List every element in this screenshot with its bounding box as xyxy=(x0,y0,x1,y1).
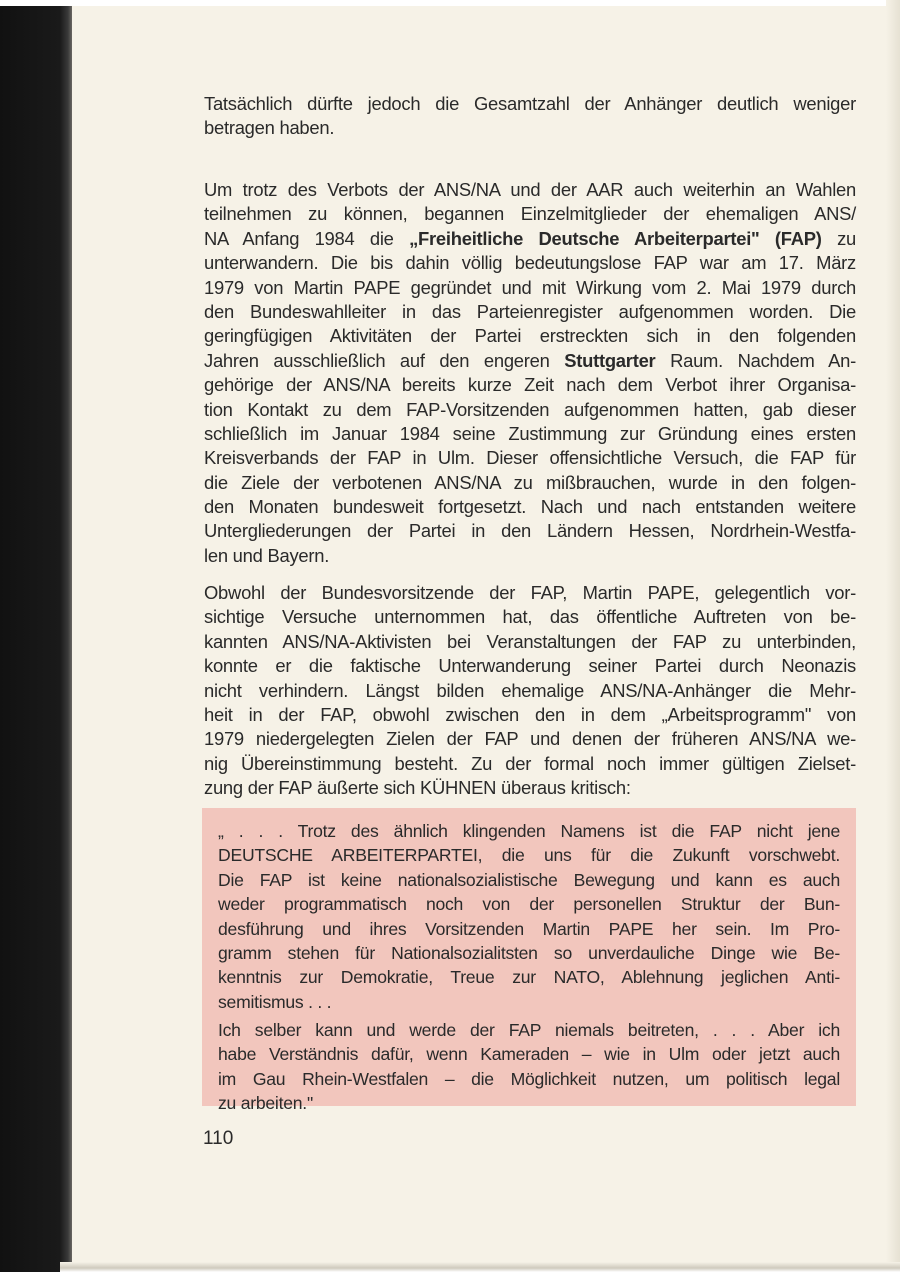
paragraph-intro xyxy=(204,92,856,141)
text-line: konnte er die faktische Unterwanderung seiner Partei durch Neonazis xyxy=(204,655,856,677)
text-line: „ . . . Trotz des ähnlich klingenden Namens ist die FAP nicht jene xyxy=(218,821,840,841)
page-right-edge xyxy=(886,0,900,1272)
text-segment: zu xyxy=(821,227,856,249)
text-line: Tatsächlich dürfte jedoch die Gesamtzahl der Anhänger deutlich weniger xyxy=(204,93,856,114)
text-line: zu arbeiten." xyxy=(218,1093,313,1114)
text-line: tion Kontakt zu dem FAP-Vorsitzenden aufgenommen hatten, gab dieser xyxy=(204,398,856,420)
text-line: Die FAP ist keine nationalsozialistische Bewegung und kann es auch xyxy=(218,869,840,890)
text-line: geringfügigen Aktivitäten der Partei erstreckten sich in den folgenden xyxy=(204,325,856,347)
text-line: len und Bayern. xyxy=(204,544,330,566)
text-segment: Jahren ausschließlich auf den engeren xyxy=(204,349,565,371)
text-segment: NA Anfang 1984 die xyxy=(204,227,410,249)
text-line: teilnehmen zu können, begannen Einzelmitglieder der ehemaligen ANS/ xyxy=(204,203,856,225)
scan-top-edge xyxy=(0,0,900,6)
text-line: schließlich im Januar 1984 seine Zustimmung zur Gründung eines ersten xyxy=(204,422,856,444)
text-line: gehörige der ANS/NA bereits kurze Zeit nach dem Verbot ihrer Organisa- xyxy=(204,374,856,396)
text-line: gramm stehen für Nationalsozialitsten so unverdauliche Dinge wie Be- xyxy=(218,942,840,963)
text-line: unterwandern. Die bis dahin völlig bedeutungslose FAP war am 17. März xyxy=(204,252,856,274)
text-line: weder programmatisch noch von der personellen Struktur der Bun- xyxy=(218,894,840,915)
text-line: semitismus . . . xyxy=(218,991,332,1012)
text-line: Ich selber kann und werde der FAP niemals beitreten, . . . Aber ich xyxy=(218,1020,840,1040)
text-line: Um trotz des Verbots der ANS/NA und der AAR auch weiterhin an Wahlen xyxy=(204,179,856,200)
text-line: desführung und ihres Vorsitzenden Martin PAPE her sein. Im Pro- xyxy=(218,918,840,939)
text-line: die Ziele der verbotenen ANS/NA zu mißbrauchen, wurde in den folgen- xyxy=(204,471,856,493)
text-line: habe Verständnis dafür, wenn Kameraden – wie in Ulm oder jetzt auch xyxy=(218,1044,840,1065)
text-line: heit in der FAP, obwohl zwischen den in dem „Arbeitsprogramm" von xyxy=(204,703,856,725)
text-line: nig Übereinstimmung besteht. Zu der formal noch immer gültigen Zielset- xyxy=(204,752,856,774)
text-line: den Monaten bundesweit fortgesetzt. Nach und nach entstanden weitere xyxy=(204,496,856,518)
page-bottom-edge xyxy=(60,1262,900,1272)
text-line: den Bundeswahlleiter in das Parteienregister aufgenommen worden. Die xyxy=(204,300,856,322)
text-line: Obwohl der Bundesvorsitzende der FAP, Martin PAPE, gelegentlich vor- xyxy=(204,582,856,603)
paragraph-fap-history xyxy=(204,178,856,568)
text-line: nicht verhindern. Längst bilden ehemalige ANS/NA-Anhänger die Mehr- xyxy=(204,679,856,701)
text-line: 1979 von Martin PAPE gegründet und mit Wirkung vom 2. Mai 1979 durch xyxy=(204,276,856,298)
quote-box-kuehnen xyxy=(202,808,856,1114)
text-line xyxy=(204,349,856,373)
text-line: kenntnis zur Demokratie, Treue zur NATO, Ablehnung jeglichen Anti- xyxy=(218,967,840,988)
bold-text: Stuttgarter xyxy=(564,349,656,371)
quote-paragraph-2 xyxy=(218,1018,840,1116)
text-line: 1979 niedergelegten Zielen der FAP und denen der früheren ANS/NA we- xyxy=(204,728,856,750)
quote-paragraph-1 xyxy=(218,819,840,1014)
text-line: Untergliederungen der Partei in den Ländern Hessen, Nordrhein-Westfa- xyxy=(204,520,856,542)
page-number: 110 xyxy=(203,1128,234,1149)
text-line: kannten ANS/NA-Aktivisten bei Veranstaltungen der FAP zu unterbinden, xyxy=(204,630,856,652)
text-line: DEUTSCHE ARBEITERPARTEI, die uns für die Zukunft vorschwebt. xyxy=(218,845,840,866)
bold-text: „Freiheitliche Deutsche Arbeiterpartei" (FAP) xyxy=(409,227,822,249)
book-binding-shadow xyxy=(0,0,72,1272)
text-line: im Gau Rhein-Westfalen – die Möglichkeit nutzen, um politisch legal xyxy=(218,1068,840,1089)
text-line xyxy=(204,227,856,251)
text-segment: Raum. Nachdem An- xyxy=(655,349,856,371)
paragraph-fap-infiltration xyxy=(204,581,856,801)
text-line: betragen haben. xyxy=(204,117,335,139)
text-line: sichtige Versuche unternommen hat, das öffentliche Auftreten von be- xyxy=(204,606,856,628)
text-line: Kreisverbands der FAP in Ulm. Dieser offensichtliche Versuch, die FAP für xyxy=(204,447,856,469)
text-line: zung der FAP äußerte sich KÜHNEN überaus kritisch: xyxy=(204,777,631,799)
